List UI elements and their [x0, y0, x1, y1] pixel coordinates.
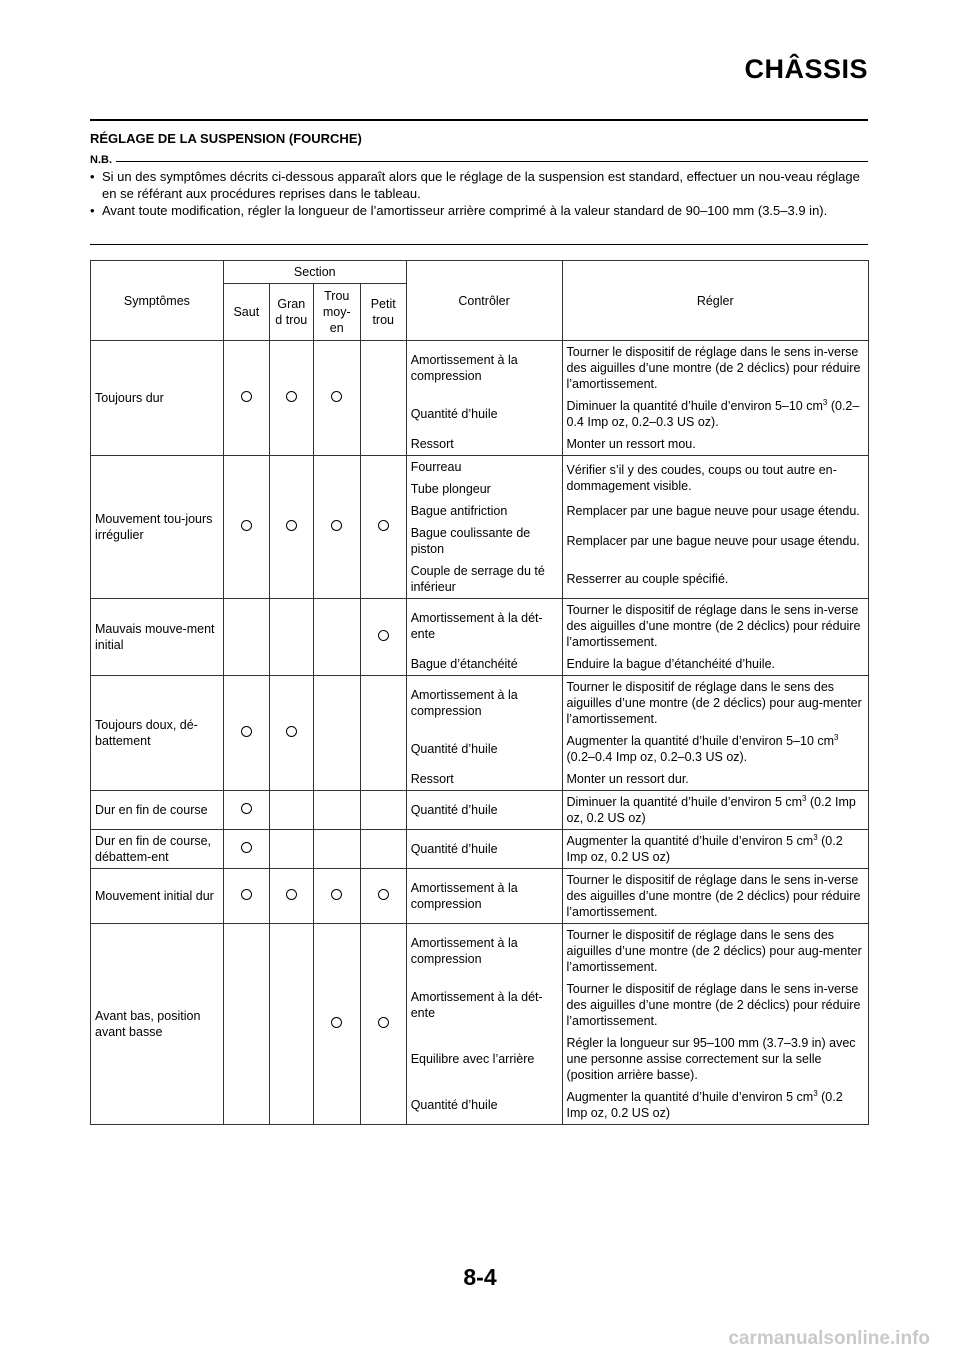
table-row — [91, 830, 869, 869]
controler-cell: Ressort — [406, 768, 562, 791]
circle-mark-icon — [286, 391, 297, 402]
note-list — [90, 168, 868, 219]
section-mark-cell — [313, 924, 360, 1125]
section-mark-cell — [313, 869, 360, 924]
regler-text: Vérifier s’il y des coudes, coups ou tout autre en-dommagement visible. — [566, 463, 837, 493]
regler-text-after: (0.2 Imp oz, 0.2 US oz) — [566, 834, 843, 864]
table-row — [91, 676, 869, 731]
table-header-row — [91, 261, 869, 284]
regler-text: Tourner le dispositif de réglage dans le sens in-verse des aiguilles d’une montre (de 2 déclics) pour réduire l’amortissement. — [566, 982, 861, 1028]
controler-cell: Quantité d’huile — [406, 730, 562, 768]
section-mark-cell — [313, 830, 360, 869]
regler-text: Diminuer la quantité d’huile d’environ 5–10 cm — [566, 399, 823, 413]
unit-superscript: 3 — [822, 397, 828, 407]
regler-cell — [562, 653, 869, 676]
section-mark-cell — [360, 924, 406, 1125]
regler-cell — [562, 869, 869, 924]
regler-text-after: (0.2 Imp oz, 0.2 US oz) — [566, 795, 856, 825]
controler-cell: Quantité d’huile — [406, 791, 562, 830]
circle-mark-icon — [378, 630, 389, 641]
note-label: N.B. — [90, 154, 112, 166]
note-header — [90, 154, 868, 166]
header-regler: Régler — [562, 261, 869, 341]
symptom-cell: Dur en fin de course, débattem-ent — [91, 830, 224, 869]
controler-cell: Bague d’étanchéité — [406, 653, 562, 676]
section-mark-cell — [360, 456, 406, 599]
note-item: • Si un des symptômes décrits ci-dessous apparaît alors que le réglage de la suspension est standard, effectuer un nou-veau réglage en se référant aux procédures reprises dans le tableau. — [90, 168, 868, 202]
regler-cell — [562, 522, 869, 560]
circle-mark-icon — [378, 1017, 389, 1028]
section-mark-cell — [269, 924, 313, 1125]
symptom-cell: Mouvement initial dur — [91, 869, 224, 924]
regler-text-after: (0.2–0.4 Imp oz, 0.2–0.3 US oz). — [566, 399, 860, 429]
circle-mark-icon — [241, 726, 252, 737]
regler-text-after: (0.2–0.4 Imp oz, 0.2–0.3 US oz). — [566, 750, 748, 764]
section-mark-cell — [269, 869, 313, 924]
section-mark-cell — [360, 791, 406, 830]
regler-cell — [562, 924, 869, 979]
section-mark-cell — [223, 869, 269, 924]
section-mark-cell — [313, 791, 360, 830]
regler-cell — [562, 1086, 869, 1125]
circle-mark-icon — [241, 803, 252, 814]
section-mark-cell — [269, 791, 313, 830]
section-mark-cell — [223, 456, 269, 599]
regler-cell — [562, 730, 869, 768]
controler-cell: Amortissement à la dét-ente — [406, 978, 562, 1032]
controler-cell: Amortissement à la compression — [406, 924, 562, 979]
section-mark-cell — [223, 341, 269, 456]
symptom-cell: Toujours doux, dé-battement — [91, 676, 224, 791]
note-end-rule — [90, 244, 868, 245]
section-mark-cell — [313, 456, 360, 599]
section-mark-cell — [223, 676, 269, 791]
table-row — [91, 791, 869, 830]
suspension-table — [90, 260, 869, 1125]
symptom-cell: Mauvais mouve-ment initial — [91, 599, 224, 676]
regler-cell — [562, 791, 869, 830]
section-mark-cell — [269, 599, 313, 676]
regler-text: Remplacer par une bague neuve pour usage étendu. — [566, 534, 860, 548]
page-header-title: CHÂSSIS — [744, 54, 868, 84]
circle-mark-icon — [241, 520, 252, 531]
section-mark-cell — [360, 869, 406, 924]
regler-cell — [562, 676, 869, 731]
circle-mark-icon — [331, 889, 342, 900]
circle-mark-icon — [331, 1017, 342, 1028]
controler-cell: Ressort — [406, 433, 562, 456]
regler-cell — [562, 341, 869, 396]
section-mark-cell — [223, 791, 269, 830]
controler-cell: Quantité d’huile — [406, 830, 562, 869]
controler-cell: Couple de serrage du té inférieur — [406, 560, 562, 599]
regler-text: Diminuer la quantité d’huile d’environ 5 cm — [566, 795, 803, 809]
section-mark-cell — [360, 599, 406, 676]
regler-text: Remplacer par une bague neuve pour usage étendu. — [566, 504, 860, 518]
regler-text: Tourner le dispositif de réglage dans le sens in-verse des aiguilles d’une montre (de 2 déclics) pour réduire l’amortissement. — [566, 345, 861, 391]
section-mark-cell — [313, 599, 360, 676]
unit-superscript: 3 — [813, 1088, 818, 1098]
note-box — [90, 154, 868, 219]
header-grand-trou: Gran d trou — [269, 284, 313, 341]
regler-cell — [562, 599, 869, 654]
symptom-cell: Mouvement tou-jours irrégulier — [91, 456, 224, 599]
header-controler: Contrôler — [406, 261, 562, 341]
controler-cell: Amortissement à la compression — [406, 341, 562, 396]
section-mark-cell — [223, 830, 269, 869]
regler-text: Tourner le dispositif de réglage dans le sens in-verse des aiguilles d’une montre (de 2 déclics) pour réduire l’amortissement. — [566, 873, 861, 919]
controler-cell: Bague antifriction — [406, 500, 562, 522]
section-mark-cell — [360, 341, 406, 456]
regler-cell — [562, 1032, 869, 1086]
controler-cell: Fourreau — [406, 456, 562, 479]
controler-cell: Bague coulissante de piston — [406, 522, 562, 560]
circle-mark-icon — [378, 889, 389, 900]
symptom-cell: Dur en fin de course — [91, 791, 224, 830]
regler-text: Tourner le dispositif de réglage dans le sens in-verse des aiguilles d’une montre (de 2 déclics) pour réduire l’amortissement. — [566, 603, 861, 649]
header-petit-trou: Petit trou — [360, 284, 406, 341]
header-section: Section — [223, 261, 406, 284]
unit-superscript: 3 — [813, 832, 818, 842]
table-body — [91, 341, 869, 1125]
header-symptomes: Symptômes — [91, 261, 224, 341]
section-mark-cell — [360, 830, 406, 869]
regler-cell — [562, 433, 869, 456]
header-rule — [90, 119, 868, 121]
circle-mark-icon — [378, 520, 389, 531]
section-title: RÉGLAGE DE LA SUSPENSION (FOURCHE) — [90, 131, 362, 146]
section-mark-cell — [269, 676, 313, 791]
circle-mark-icon — [331, 520, 342, 531]
regler-text: Régler la longueur sur 95–100 mm (3.7–3.9 in) avec une personne assise correctement sur la selle (position arrière basse). — [566, 1036, 856, 1082]
note-item: • Avant toute modification, régler la longueur de l’amortisseur arrière comprimé à la valeur standard de 90–100 mm (3.5–3.9 in). — [90, 202, 868, 219]
header-trou-moyen: Trou moy- en — [313, 284, 360, 341]
table-row — [91, 599, 869, 654]
regler-text: Monter un ressort dur. — [566, 772, 689, 786]
regler-text: Tourner le dispositif de réglage dans le sens des aiguilles d’une montre (de 2 déclics) pour aug-menter l’amortissement. — [566, 928, 862, 974]
regler-cell — [562, 456, 869, 501]
controler-cell: Amortissement à la compression — [406, 676, 562, 731]
regler-text-after: (0.2 Imp oz, 0.2 US oz) — [566, 1090, 843, 1120]
controler-cell: Quantité d’huile — [406, 395, 562, 433]
circle-mark-icon — [241, 889, 252, 900]
regler-text: Enduire la bague d’étanchéité d’huile. — [566, 657, 775, 671]
note-rule — [116, 161, 868, 162]
table-row — [91, 869, 869, 924]
circle-mark-icon — [331, 391, 342, 402]
regler-cell — [562, 500, 869, 522]
regler-cell — [562, 560, 869, 599]
section-mark-cell — [313, 341, 360, 456]
regler-text: Augmenter la quantité d’huile d’environ 5–10 cm — [566, 734, 835, 748]
controler-cell: Amortissement à la compression — [406, 869, 562, 924]
table-row — [91, 924, 869, 979]
unit-superscript: 3 — [834, 732, 839, 742]
controler-cell: Tube plongeur — [406, 478, 562, 500]
table-row — [91, 341, 869, 396]
regler-text: Augmenter la quantité d’huile d’environ 5 cm — [566, 834, 814, 848]
section-mark-cell — [360, 676, 406, 791]
section-mark-cell — [223, 924, 269, 1125]
regler-text: Monter un ressort mou. — [566, 437, 696, 451]
page-number: 8-4 — [463, 1264, 497, 1290]
regler-cell — [562, 395, 869, 433]
section-mark-cell — [269, 341, 313, 456]
regler-text: Tourner le dispositif de réglage dans le sens des aiguilles d’une montre (de 2 déclics) pour aug-menter l’amortissement. — [566, 680, 862, 726]
circle-mark-icon — [286, 520, 297, 531]
circle-mark-icon — [241, 391, 252, 402]
circle-mark-icon — [286, 726, 297, 737]
controler-cell: Equilibre avec l’arrière — [406, 1032, 562, 1086]
symptom-cell: Toujours dur — [91, 341, 224, 456]
regler-cell — [562, 978, 869, 1032]
unit-superscript: 3 — [802, 793, 807, 803]
section-mark-cell — [269, 830, 313, 869]
symptom-cell: Avant bas, position avant basse — [91, 924, 224, 1125]
circle-mark-icon — [286, 889, 297, 900]
section-mark-cell — [269, 456, 313, 599]
controler-cell: Amortissement à la dét-ente — [406, 599, 562, 654]
controler-cell: Quantité d’huile — [406, 1086, 562, 1125]
regler-cell — [562, 830, 869, 869]
watermark: carmanualsonline.info — [728, 1328, 930, 1349]
regler-cell — [562, 768, 869, 791]
circle-mark-icon — [241, 842, 252, 853]
regler-text: Resserrer au couple spécifié. — [566, 572, 729, 586]
section-mark-cell — [223, 599, 269, 676]
header-saut: Saut — [223, 284, 269, 341]
section-mark-cell — [313, 676, 360, 791]
regler-text: Augmenter la quantité d’huile d’environ 5 cm — [566, 1090, 814, 1104]
table-row — [91, 456, 869, 479]
